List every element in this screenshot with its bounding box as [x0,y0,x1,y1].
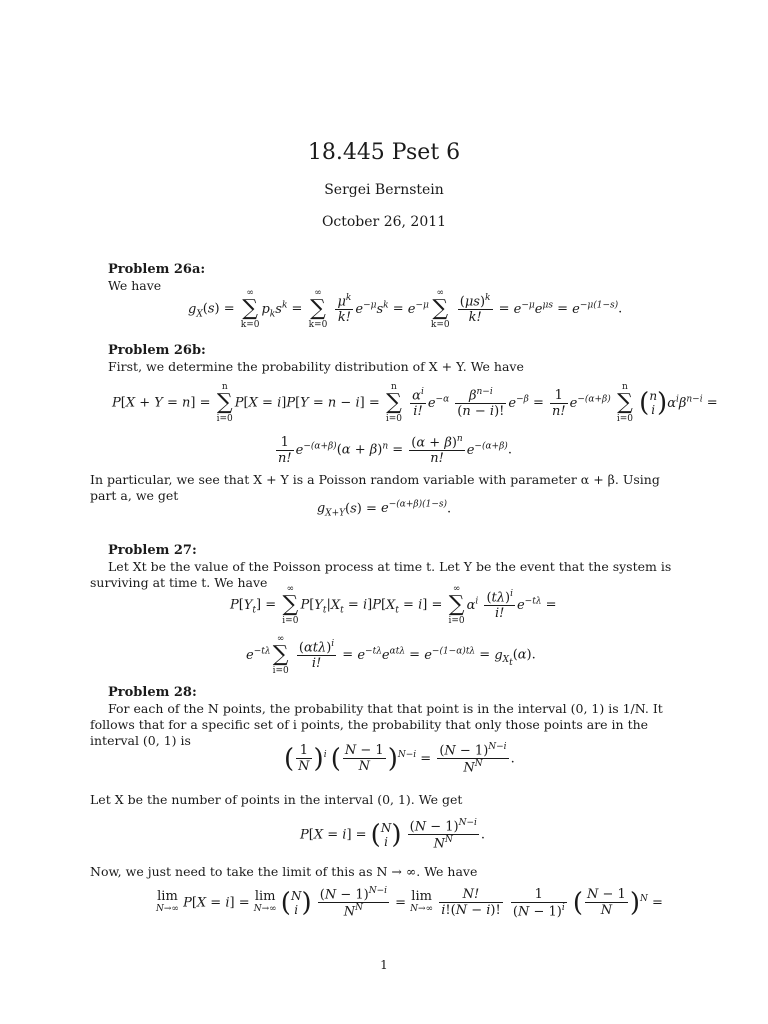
document-author: Sergei Bernstein [324,182,444,198]
problem-26a-intro: We have [108,278,162,293]
problem-28-end: Now, we just need to take the limit of this as N → ∞. We have [90,864,478,879]
problem-28-heading: Problem 28: [108,685,197,700]
problem-28-intro: For each of the N points, the probability that that point is in the interval (0, 1) is 1/N. It follows that for a specific set of i points, the probability that only those points are in the interval (0, 1) is [90,701,663,748]
page-number: 1 [380,958,388,972]
equation-26a: $g_X(s)$ = ∞ ∑ k=0 $p_ks^k$ = ∞ ∑ k=0 $\frac{\mu^k}{k!}$ $e^{-\mu}s^k = e^{-\mu}$ ∞ ∑ k=0 $\frac{(\mu s)^k}{k!}$ = $e^{-\mu}e^{\mu s} = e^{-\mu(1-s)}$. [188,288,623,330]
equation-28-set-probability: ( $\frac{1}{N}$ )$^i$ ( $\frac{N - 1}{N}$ )$^{N-i}$ = $\frac{(N - 1)^{N-i}}{N^N}$ . [284,742,515,776]
equation-26b-line2: $\frac{1}{n!}$ $e^{-(\alpha+\beta)}(\alpha + \beta)^n$ = $\frac{(\alpha + \beta)^n}{n!}$ $e^{-(\alpha+\beta)}$. [278,434,512,467]
document-title: 18.445 Pset 6 [307,140,461,165]
equation-26b-line1: P[X + Y = n] = n ∑ i=0 P[X = i]P[Y = n − i] = n ∑ i=0 $\frac{\alpha^i}{i!}$ $e^{-\alpha}$ $\frac{\beta^{n-i}}{(n - i)!}$ $e^{-\beta}$ = $\frac{1}{n!}$ $e^{-(\alpha+\beta)}$ n ∑ i=0 ( n i )$\alpha^i\beta^{n-i}$ = [112,382,718,424]
document-date: October 26, 2011 [321,214,447,230]
equation-28-limit: lim N→∞ P[X = i] = lim N→∞ ( N i ) $\frac{(N - 1)^{N-i}}{N^N}$ = lim N→∞ $\frac{N!}{i!(N - i)!}$ $\frac{1}{(N - 1)^i}$ ( $\frac{N - 1}{N}$ )$^N$ = [156,886,663,920]
problem-27-heading: Problem 27: [108,543,197,558]
problem-28-mid: Let X be the number of points in the interval (0, 1). We get [90,792,463,807]
equation-27-line1: $P[Y_t]$ = ∞ ∑ i=0 $P[Y_t|X_t = i]P[X_t = i]$ = ∞ ∑ i=0 $\alpha^i$ $\frac{(t\lambda)^i}{i!}$ $e^{-t\lambda}$ = [230,584,557,626]
problem-27-intro: Let Xt be the value of the Poisson process at time t. Let Y be the event that the system is surviving at time t. We have [90,559,672,590]
equation-27-line2: $e^{-t\lambda}$ ∞ ∑ i=0 $\frac{(\alpha t\lambda)^i}{i!}$ = $e^{-t\lambda}e^{\alpha t\lambda} = e^{-(1-\alpha)t\lambda} = g_{X_t}(\alpha)$. [246,634,536,676]
equation-28-distribution: P[X = i] = ( N i ) $\frac{(N - 1)^{N-i}}{N^N}$ . [300,818,486,852]
equation-26b-result: $g_{X+Y}(s) = e^{-(\alpha+\beta)(1-s)}$. [316,500,452,519]
problem-26b-intro: First, we determine the probability distribution of X + Y. We have [108,359,524,374]
problem-26b-heading: Problem 26b: [108,343,206,358]
problem-26b-conclusion: In particular, we see that X + Y is a Poisson random variable with parameter α + β. Using part a, we get [90,472,660,503]
problem-26a-heading: Problem 26a: [108,262,206,277]
